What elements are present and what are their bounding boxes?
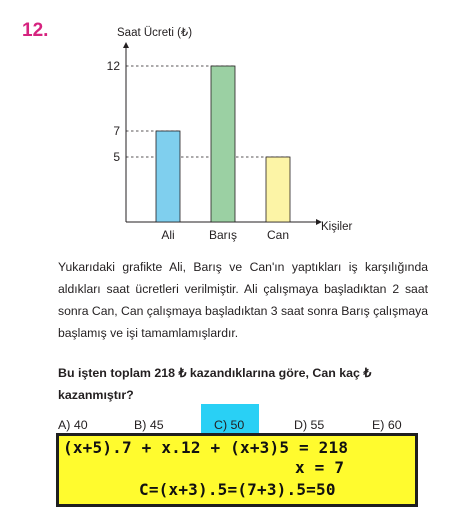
- question-paragraph: Yukarıdaki grafikte Ali, Barış ve Can'ın yaptıkları iş karşılığında aldıkları saat ücretleri verilmiştir. Ali çalışmaya başladıktan 2 saat sonra Can, Can çalışmaya başladıktan 3 saat sonra Barış çalışmaya başlamış ve işi tamamlamışlardır.: [58, 260, 428, 340]
- bar-can: [266, 157, 290, 222]
- option-d[interactable]: D) 55: [294, 418, 325, 432]
- x-tick-label: Can: [266, 228, 290, 242]
- solution-equation: (x+5).7 + x.12 + (x+3)5 = 218: [63, 438, 349, 457]
- solution-result: C=(x+3).5=(7+3).5=50: [139, 480, 336, 499]
- question-number: 12.: [22, 20, 49, 41]
- x-tick-label: Barış: [208, 228, 238, 242]
- option-b[interactable]: B) 45: [134, 418, 164, 432]
- y-axis-label: Saat Ücreti (₺): [117, 27, 193, 39]
- question-prompt: Bu işten toplam 218 ₺ kazandıklarına göre, Can kaç ₺ kazanmıştır?: [58, 366, 372, 402]
- solution-x-value: x = 7: [295, 458, 345, 477]
- handwritten-solution: [56, 433, 418, 507]
- option-a[interactable]: A) 40: [58, 418, 88, 432]
- y-tick-label: 5: [113, 150, 120, 164]
- x-tick-label: Ali: [161, 228, 175, 242]
- option-c[interactable]: C) 50: [214, 418, 245, 432]
- y-tick-label: 7: [113, 124, 120, 138]
- y-tick-label: 12: [106, 59, 120, 73]
- y-axis-arrow: [123, 42, 129, 48]
- bar-chart: [0, 0, 462, 250]
- x-axis-label: Kişiler: [321, 221, 353, 233]
- bar-barış: [211, 66, 235, 222]
- option-e[interactable]: E) 60: [372, 418, 402, 432]
- bar-ali: [156, 131, 180, 222]
